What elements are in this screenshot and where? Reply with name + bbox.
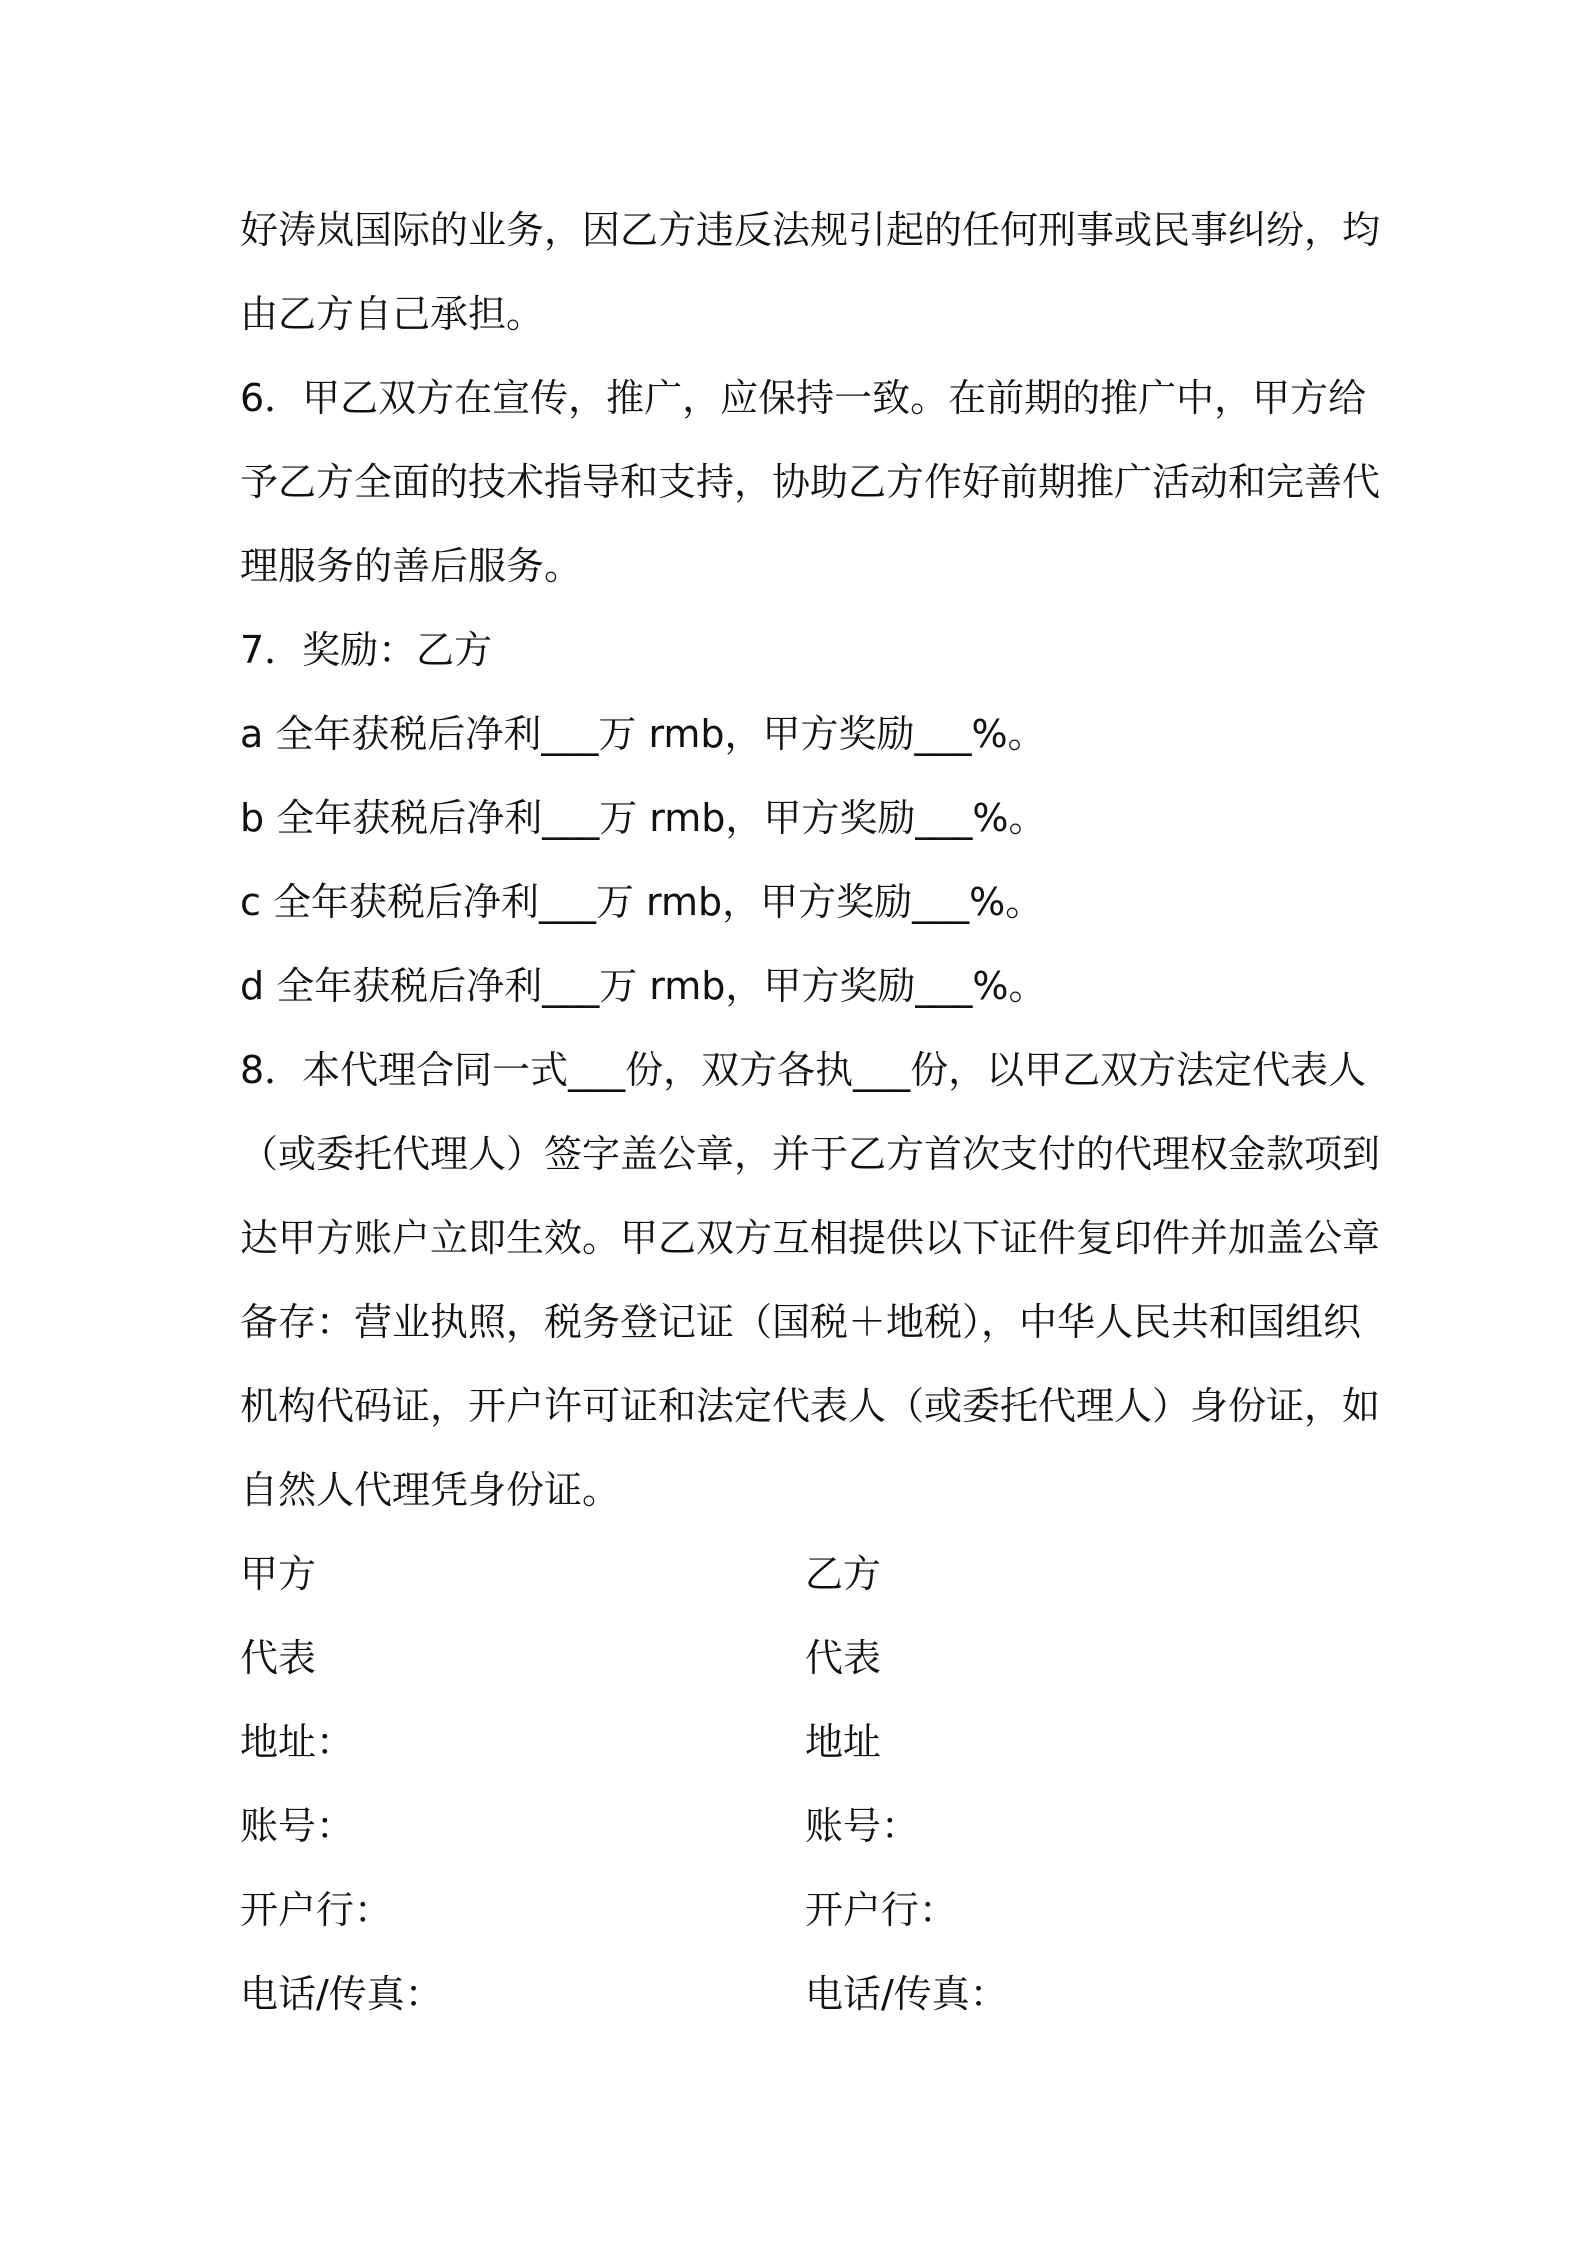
party-b-representative: 代表 — [805, 1636, 882, 1680]
clause-6-line-1: 6．甲乙双方在宣传，推广，应保持一致。在前期的推广中，甲方给 — [240, 376, 1367, 420]
party-a-title: 甲方 — [240, 1552, 317, 1596]
clause-6-line-3: 理服务的善后服务。 — [240, 544, 583, 588]
clause-7-heading: 7．奖励：乙方 — [240, 628, 493, 672]
party-b-bank: 开户行： — [805, 1888, 958, 1932]
reward-item-a: a 全年获税后净利___万 rmb，甲方奖励___%。 — [240, 712, 1046, 756]
party-a-address: 地址： — [240, 1720, 355, 1764]
party-b-address: 地址 — [805, 1720, 882, 1764]
party-a-account: 账号： — [240, 1804, 355, 1848]
party-a-bank: 开户行： — [240, 1888, 393, 1932]
clause-8-line-2: （或委托代理人）签字盖公章，并于乙方首次支付的代理权金款项到 — [240, 1132, 1381, 1176]
clause-8-line-6: 自然人代理凭身份证。 — [240, 1468, 621, 1512]
reward-item-b: b 全年获税后净利___万 rmb，甲方奖励___%。 — [240, 796, 1047, 840]
party-a-phone-fax: 电话/传真： — [240, 1972, 443, 2016]
clause-5-line-1: 好涛岚国际的业务，因乙方违反法规引起的任何刑事或民事纠纷，均 — [240, 208, 1381, 252]
party-b-title: 乙方 — [805, 1552, 882, 1596]
clause-6-line-2: 予乙方全面的技术指导和支持，协助乙方作好前期推广活动和完善代 — [240, 460, 1381, 504]
reward-item-c: c 全年获税后净利___万 rmb，甲方奖励___%。 — [240, 880, 1044, 924]
clause-8-line-1: 8．本代理合同一式___份，双方各执___份，以甲乙双方法定代表人 — [240, 1048, 1367, 1092]
party-a-representative: 代表 — [240, 1636, 317, 1680]
party-b-phone-fax: 电话/传真： — [805, 1972, 1008, 2016]
clause-5-line-2: 由乙方自己承担。 — [240, 292, 545, 336]
reward-item-d: d 全年获税后净利___万 rmb，甲方奖励___%。 — [240, 964, 1047, 1008]
clause-8-line-4: 备存：营业执照，税务登记证（国税＋地税），中华人民共和国组织 — [240, 1300, 1362, 1344]
party-b-account: 账号： — [805, 1804, 920, 1848]
clause-8-line-3: 达甲方账户立即生效。甲乙双方互相提供以下证件复印件并加盖公章 — [240, 1216, 1381, 1260]
clause-8-line-5: 机构代码证，开户许可证和法定代表人（或委托代理人）身份证，如 — [240, 1384, 1381, 1428]
